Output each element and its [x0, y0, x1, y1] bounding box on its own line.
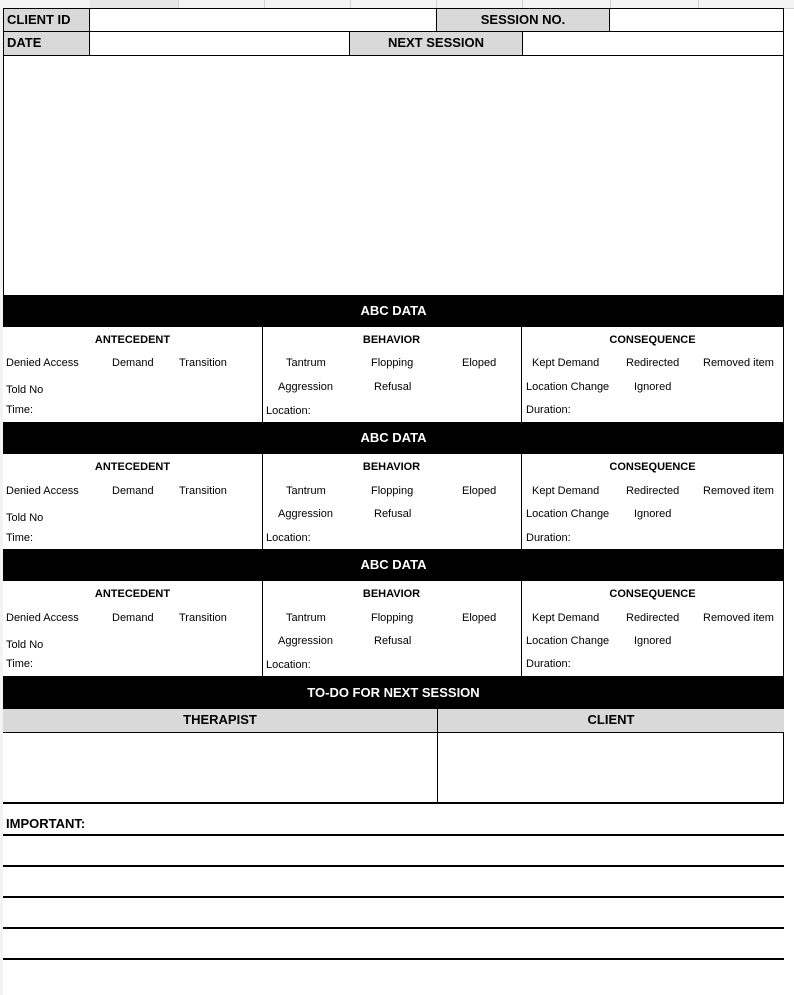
time-field-label: Time:: [6, 404, 34, 416]
behavior-option[interactable]: Refusal: [374, 635, 412, 647]
consequence-option[interactable]: Kept Demand: [532, 357, 600, 369]
consequence-title: CONSEQUENCE: [609, 334, 696, 346]
abc-data-header: ABC DATA: [3, 422, 784, 454]
behavior-option[interactable]: Aggression: [278, 508, 334, 520]
client-id-field[interactable]: [89, 8, 437, 32]
session-no-label: SESSION NO.: [436, 8, 610, 32]
consequence-option[interactable]: Ignored: [634, 508, 672, 520]
important-line[interactable]: [3, 865, 784, 867]
date-label: DATE: [3, 31, 90, 56]
behavior-option[interactable]: Eloped: [462, 357, 497, 369]
consequence-title: CONSEQUENCE: [609, 461, 696, 473]
client-id-label: CLIENT ID: [3, 8, 90, 32]
antecedent-option[interactable]: Told No: [6, 639, 44, 651]
location-field-label: Location:: [266, 405, 311, 417]
behavior-option[interactable]: Tantrum: [286, 612, 326, 624]
abc-block-3: [3, 549, 784, 678]
antecedent-option[interactable]: Transition: [179, 612, 227, 624]
behavior-title: BEHAVIOR: [362, 334, 421, 346]
antecedent-option[interactable]: Denied Access: [6, 612, 79, 624]
abc-block-1: [3, 295, 784, 424]
behavior-option[interactable]: Eloped: [462, 612, 497, 624]
antecedent-title: ANTECEDENT: [94, 334, 171, 346]
antecedent-option[interactable]: Denied Access: [6, 485, 79, 497]
time-field-label: Time:: [6, 532, 34, 544]
antecedent-title: ANTECEDENT: [94, 588, 171, 600]
consequence-option[interactable]: Ignored: [634, 381, 672, 393]
important-line[interactable]: [3, 834, 784, 836]
antecedent-option[interactable]: Demand: [112, 612, 154, 624]
consequence-option[interactable]: Redirected: [626, 612, 680, 624]
important-line[interactable]: [3, 896, 784, 898]
behavior-option[interactable]: Tantrum: [286, 485, 326, 497]
todo-header: TO-DO FOR NEXT SESSION: [3, 676, 784, 709]
antecedent-title: ANTECEDENT: [94, 461, 171, 473]
consequence-option[interactable]: Removed item: [703, 612, 774, 624]
behavior-option[interactable]: Tantrum: [286, 357, 326, 369]
antecedent-option[interactable]: Denied Access: [6, 357, 79, 369]
location-field-label: Location:: [266, 532, 311, 544]
next-session-label: NEXT SESSION: [349, 31, 523, 56]
next-session-field[interactable]: [522, 31, 784, 56]
therapist-label: THERAPIST: [3, 709, 437, 733]
abc-block-2: [3, 422, 784, 551]
consequence-option[interactable]: Redirected: [626, 485, 680, 497]
consequence-option[interactable]: Location Change: [526, 508, 610, 520]
time-field-label: Time:: [6, 658, 34, 670]
duration-field-label: Duration:: [526, 532, 571, 544]
duration-field-label: Duration:: [526, 404, 571, 416]
abc-data-header: ABC DATA: [3, 549, 784, 581]
antecedent-option[interactable]: Transition: [179, 485, 227, 497]
behavior-title: BEHAVIOR: [362, 588, 421, 600]
behavior-option[interactable]: Aggression: [278, 381, 334, 393]
behavior-option[interactable]: Refusal: [374, 381, 412, 393]
antecedent-option[interactable]: Told No: [6, 512, 44, 524]
important-line[interactable]: [3, 958, 784, 960]
date-field[interactable]: [89, 31, 350, 56]
notes-area[interactable]: [3, 55, 784, 296]
consequence-title: CONSEQUENCE: [609, 588, 696, 600]
duration-field-label: Duration:: [526, 658, 571, 670]
consequence-option[interactable]: Removed item: [703, 485, 774, 497]
session-no-field[interactable]: [609, 8, 784, 32]
antecedent-option[interactable]: Transition: [179, 357, 227, 369]
consequence-option[interactable]: Ignored: [634, 635, 672, 647]
important-label: IMPORTANT:: [6, 816, 86, 831]
consequence-option[interactable]: Kept Demand: [532, 485, 600, 497]
behavior-option[interactable]: Refusal: [374, 508, 412, 520]
antecedent-option[interactable]: Demand: [112, 357, 154, 369]
consequence-option[interactable]: Location Change: [526, 381, 610, 393]
behavior-option[interactable]: Eloped: [462, 485, 497, 497]
behavior-option[interactable]: Aggression: [278, 635, 334, 647]
behavior-option[interactable]: Flopping: [371, 612, 414, 624]
antecedent-option[interactable]: Told No: [6, 384, 44, 396]
behavior-option[interactable]: Flopping: [371, 485, 414, 497]
client-todo-field[interactable]: [437, 733, 784, 803]
abc-data-header: ABC DATA: [3, 295, 784, 327]
location-field-label: Location:: [266, 659, 311, 671]
behavior-title: BEHAVIOR: [362, 461, 421, 473]
consequence-option[interactable]: Location Change: [526, 635, 610, 647]
therapist-todo-field[interactable]: [3, 733, 437, 803]
client-label: CLIENT: [437, 709, 784, 733]
consequence-option[interactable]: Redirected: [626, 357, 680, 369]
consequence-option[interactable]: Kept Demand: [532, 612, 600, 624]
antecedent-option[interactable]: Demand: [112, 485, 154, 497]
important-line[interactable]: [3, 927, 784, 929]
behavior-option[interactable]: Flopping: [371, 357, 414, 369]
consequence-option[interactable]: Removed item: [703, 357, 774, 369]
